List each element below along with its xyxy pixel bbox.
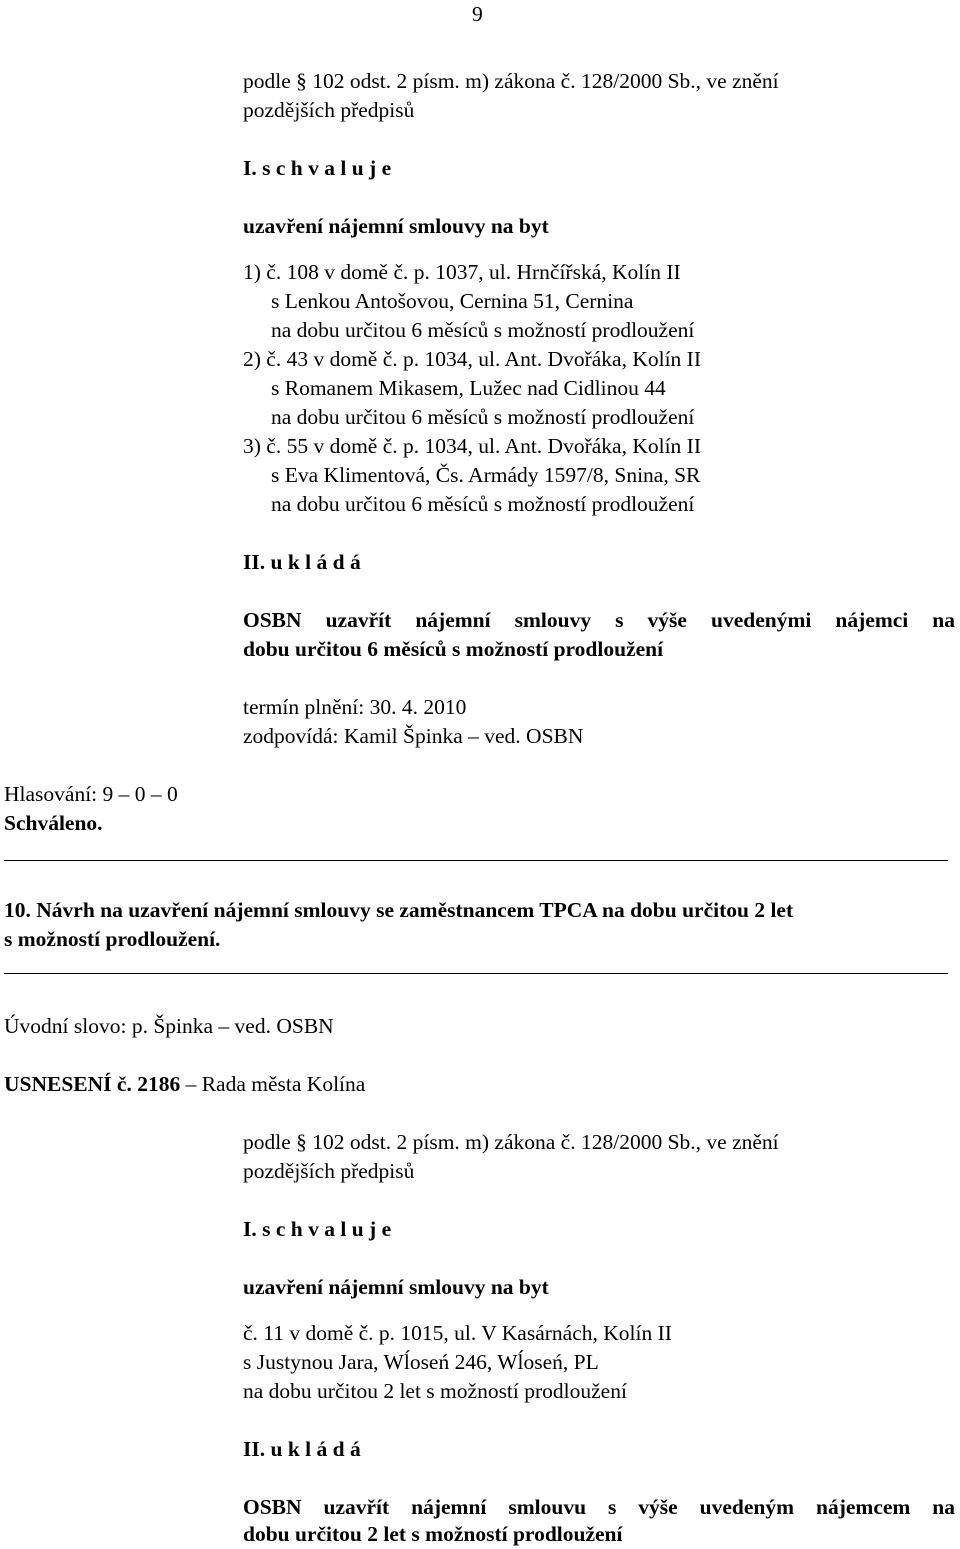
legal-basis-line-1: podle § 102 odst. 2 písm. m) zákona č. 128/2000 Sb., ve znění bbox=[243, 1130, 779, 1154]
item-10-title-line-2: s možností prodloužení. bbox=[4, 927, 221, 951]
resolution-body: – Rada města Kolína bbox=[185, 1072, 366, 1096]
orders-heading: II. u k l á d á bbox=[243, 1437, 361, 1461]
item-10-title-line-1: 10. Návrh na uzavření nájemní smlouvy se zaměstnancem TPCA na dobu určitou 2 let bbox=[4, 898, 794, 922]
legal-basis-line-2: pozdějších předpisů bbox=[243, 98, 415, 122]
item-line-1: č. 11 v domě č. p. 1015, ul. V Kasárnách, Kolín II bbox=[243, 1321, 672, 1345]
approved-label: Schváleno. bbox=[4, 811, 103, 835]
separator-line bbox=[4, 860, 948, 861]
item-3-line-2: s Eva Klimentová, Čs. Armády 1597/8, Snina, SR bbox=[271, 463, 701, 487]
item-1-line-3: na dobu určitou 6 měsíců s možností prodloužení bbox=[271, 318, 695, 342]
item-2-line-1: 2) č. 43 v domě č. p. 1034, ul. Ant. Dvořáka, Kolín II bbox=[243, 347, 701, 371]
legal-basis-line-2: pozdějších předpisů bbox=[243, 1159, 415, 1183]
item-2-line-3: na dobu určitou 6 měsíců s možností prodloužení bbox=[271, 405, 695, 429]
page-number: 9 bbox=[472, 2, 483, 26]
order-line-1: OSBN uzavřít nájemní smlouvy s výše uvedenými nájemci na bbox=[243, 608, 955, 632]
order-line-2: dobu určitou 2 let s možností prodloužení bbox=[243, 1522, 623, 1546]
resolution-number: USNESENÍ č. 2186 bbox=[4, 1072, 181, 1096]
responsible-person: zodpovídá: Kamil Špinka – ved. OSBN bbox=[243, 724, 584, 748]
order-line-2: dobu určitou 6 měsíců s možností prodloužení bbox=[243, 637, 664, 661]
item-line-2: s Justynou Jara, Wĺoseń 246, Wĺoseń, PL bbox=[243, 1350, 599, 1374]
legal-basis-line-1: podle § 102 odst. 2 písm. m) zákona č. 128/2000 Sb., ve znění bbox=[243, 69, 779, 93]
approves-heading: I. s c h v a l u j e bbox=[243, 1217, 392, 1241]
subject-heading: uzavření nájemní smlouvy na byt bbox=[243, 1275, 549, 1299]
order-line-1: OSBN uzavřít nájemní smlouvu s výše uvedeným nájemcem na bbox=[243, 1495, 955, 1519]
orders-heading: II. u k l á d á bbox=[243, 550, 361, 574]
deadline: termín plnění: 30. 4. 2010 bbox=[243, 695, 467, 719]
item-2-line-2: s Romanem Mikasem, Lužec nad Cidlinou 44 bbox=[271, 376, 666, 400]
separator-line bbox=[4, 973, 948, 974]
intro-speaker: Úvodní slovo: p. Špinka – ved. OSBN bbox=[4, 1014, 334, 1038]
subject-heading: uzavření nájemní smlouvy na byt bbox=[243, 214, 549, 238]
vote-result: Hlasování: 9 – 0 – 0 bbox=[4, 782, 178, 806]
item-3-line-1: 3) č. 55 v domě č. p. 1034, ul. Ant. Dvořáka, Kolín II bbox=[243, 434, 701, 458]
item-1-line-2: s Lenkou Antošovou, Cernina 51, Cernina bbox=[271, 289, 634, 313]
item-1-line-1: 1) č. 108 v domě č. p. 1037, ul. Hrnčířská, Kolín II bbox=[243, 260, 681, 284]
approves-heading: I. s c h v a l u j e bbox=[243, 156, 392, 180]
resolution-line bbox=[4, 1070, 365, 1099]
item-line-3: na dobu určitou 2 let s možností prodloužení bbox=[243, 1379, 627, 1403]
item-3-line-3: na dobu určitou 6 měsíců s možností prodloužení bbox=[271, 492, 695, 516]
